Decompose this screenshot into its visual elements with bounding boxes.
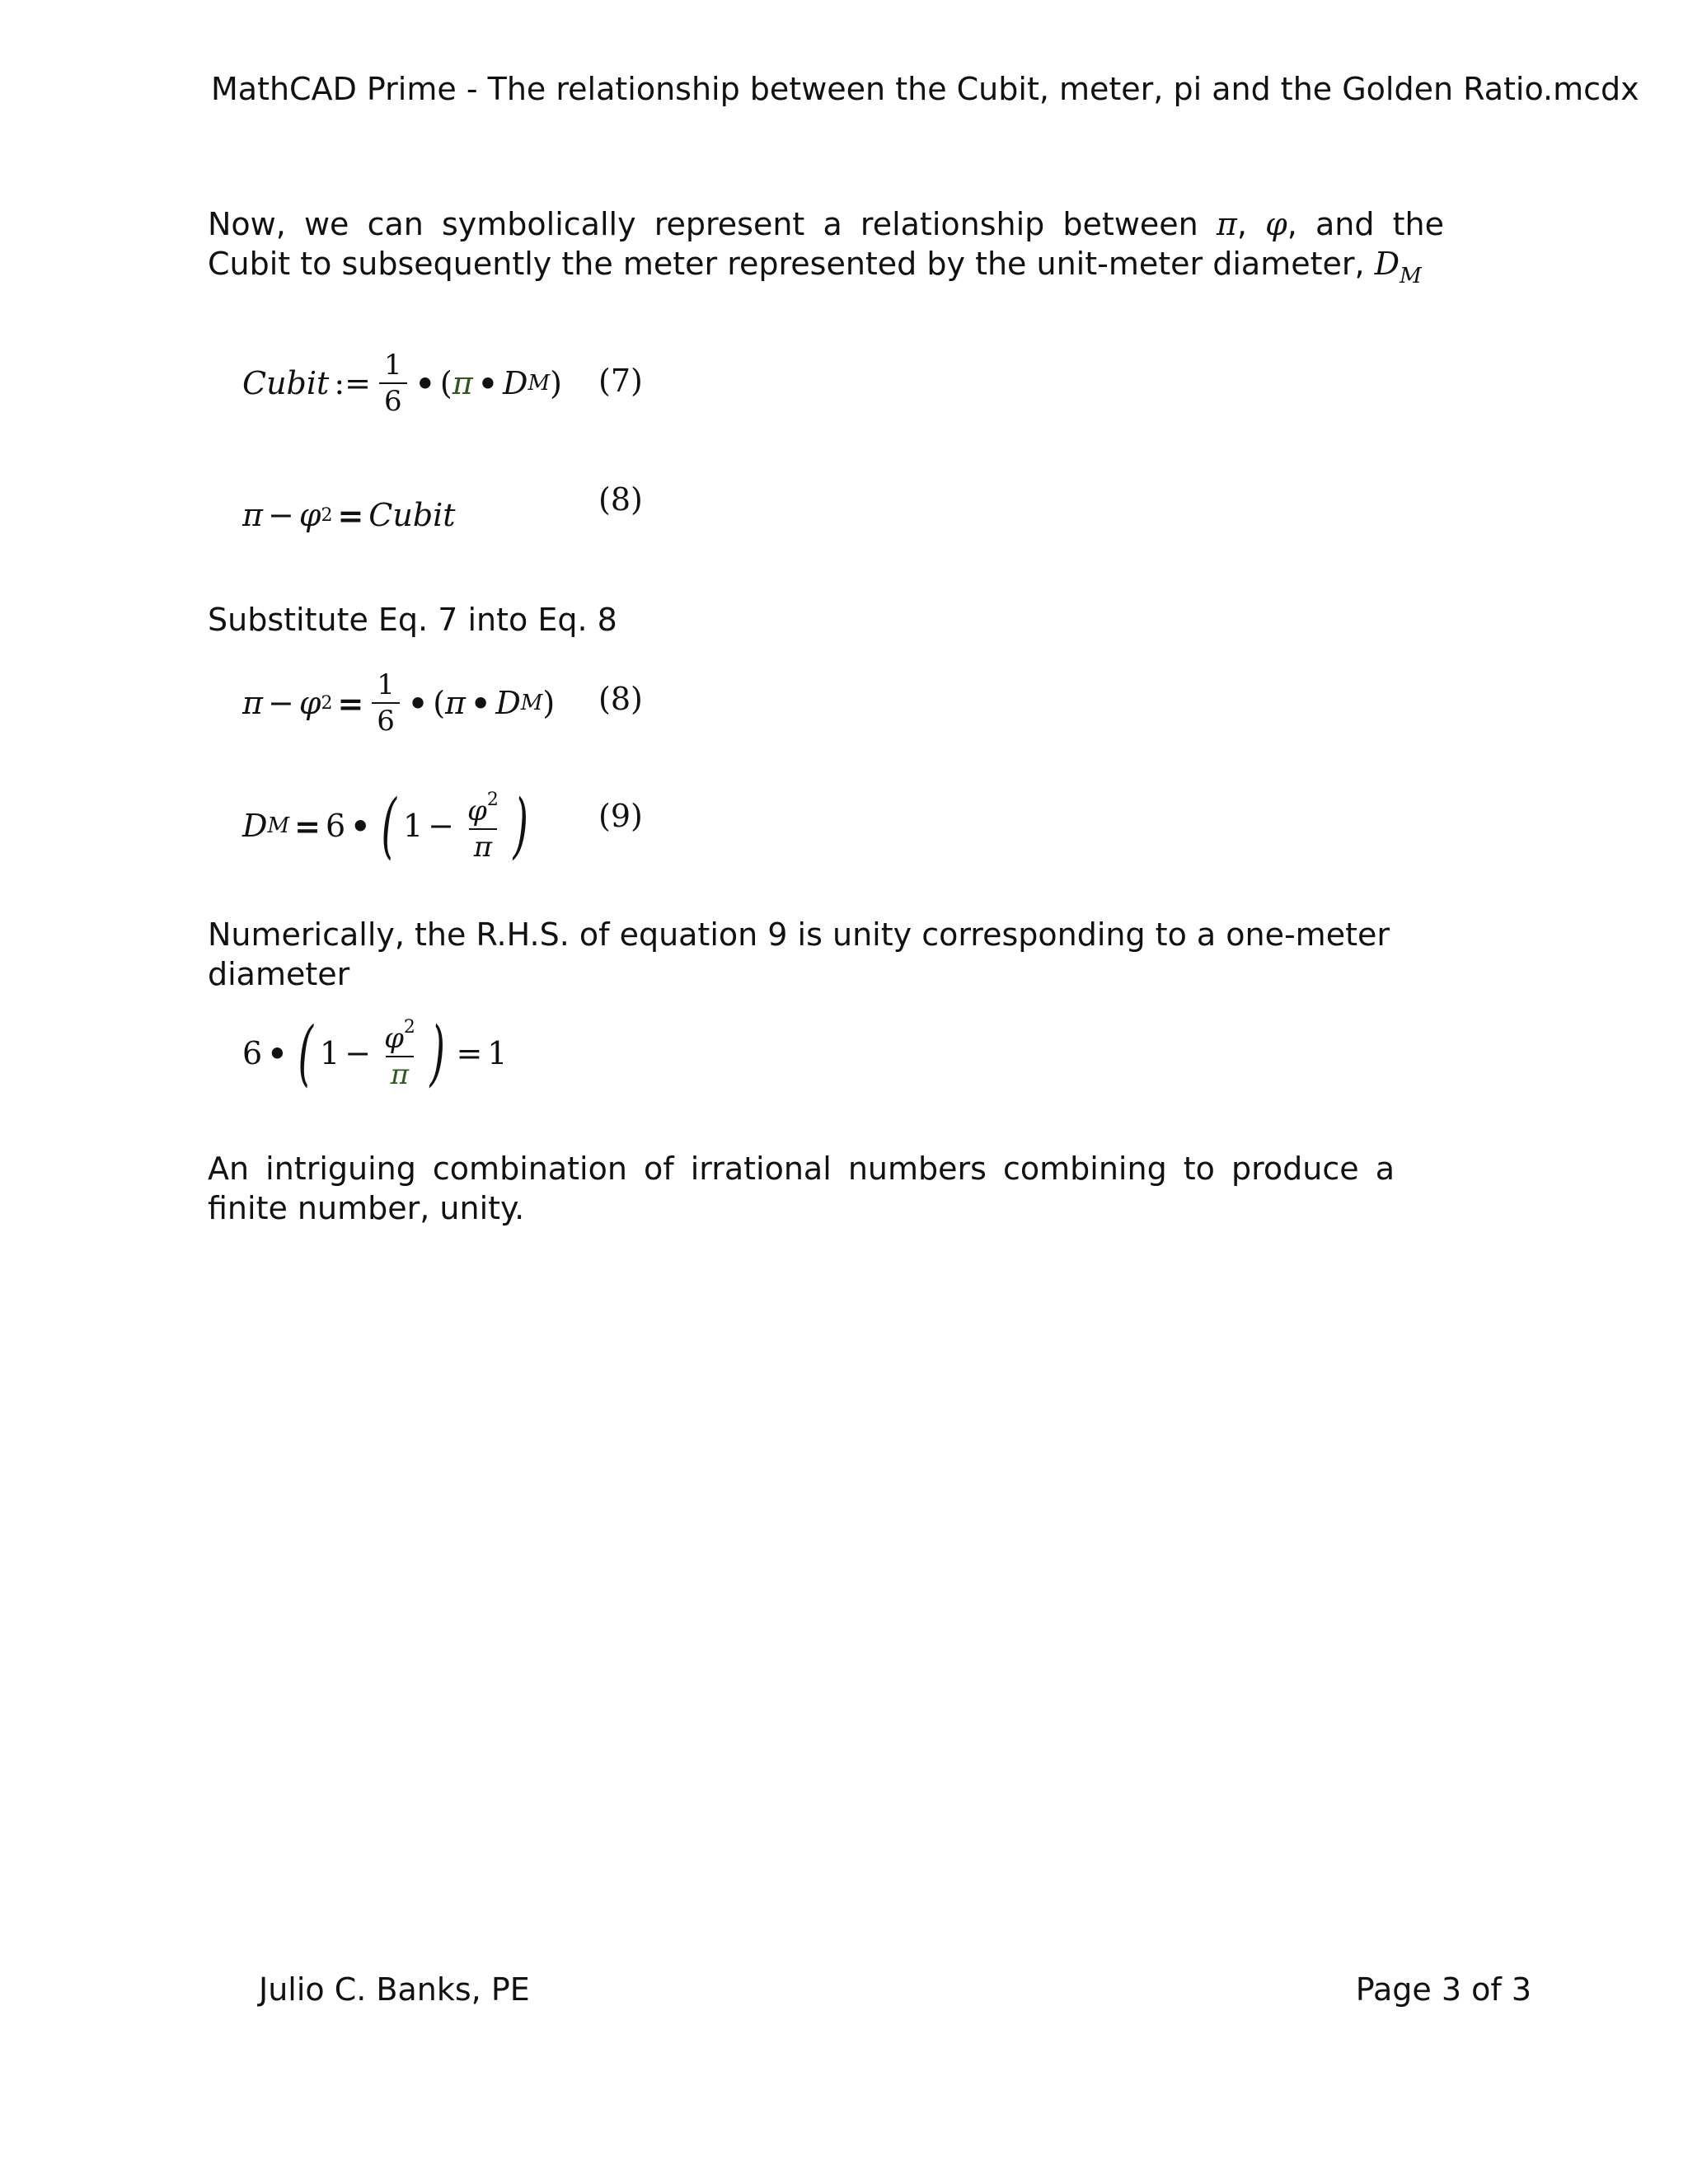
multiply-dot: •: [477, 364, 499, 402]
intro-paragraph: [208, 204, 1444, 296]
intro-text-b: , and the Cubit to subsequently the meter represented by the unit-meter diameter,: [208, 206, 1444, 282]
fraction-numerator: 1: [383, 349, 402, 382]
exponent: 2: [486, 789, 499, 810]
equation-9-body: [242, 776, 534, 875]
equals-operator: =: [337, 496, 364, 534]
six-constant: 6: [325, 808, 346, 844]
pi-symbol: π: [242, 497, 263, 533]
equals-operator: =: [294, 807, 321, 845]
exponent: 2: [321, 504, 333, 526]
pi-symbol: π: [445, 685, 467, 721]
fraction: [462, 789, 504, 864]
equation-number-8: (8): [598, 481, 643, 518]
pi-symbol: π: [452, 365, 473, 401]
minus-operator: −: [345, 1035, 372, 1071]
multiply-dot: •: [267, 1034, 288, 1072]
dm-symbol: [1374, 246, 1422, 288]
dm-subscript: M: [1400, 264, 1422, 288]
d-subscript: M: [267, 813, 290, 838]
evaluation-expression[interactable]: [242, 1004, 507, 1103]
footer-page-number: Page 3 of 3: [1355, 1971, 1531, 2008]
equation-8-substituted-body: [242, 658, 555, 748]
equation-8-substituted[interactable]: [242, 658, 555, 748]
cubit-variable: Cubit: [368, 497, 456, 533]
close-paren: ): [550, 365, 562, 401]
phi-symbol: φ: [298, 685, 321, 721]
minus-operator: −: [428, 808, 455, 844]
equals-operator: =: [337, 684, 364, 722]
open-paren: (: [298, 1012, 314, 1094]
multiply-dot: •: [415, 364, 435, 402]
minus-operator: −: [267, 497, 294, 533]
one-constant: 1: [320, 1035, 340, 1071]
conclusion-text: An intriguing combination of irrational numbers combining to produce a finite number, unity.: [208, 1151, 1395, 1226]
phi-symbol: φ: [467, 794, 487, 827]
close-paren: ): [542, 685, 556, 721]
equation-9[interactable]: [242, 776, 534, 875]
d-subscript: M: [528, 371, 551, 396]
phi-symbol: φ: [384, 1021, 404, 1055]
multiply-dot: •: [471, 684, 491, 722]
numerically-text: Numerically, the R.H.S. of equation 9 is unity corresponding to a one-meter diameter: [208, 916, 1390, 992]
pi-symbol: π: [1216, 206, 1237, 242]
equation-7[interactable]: [242, 338, 562, 429]
equation-number-8b: (8): [598, 681, 643, 717]
open-paren: (: [439, 365, 452, 401]
fraction-numerator: [379, 1016, 420, 1056]
fraction-denominator: 6: [372, 702, 400, 735]
intro-text-a: Now, we can symbolically represent a relationship between: [208, 206, 1198, 242]
footer-author: Julio C. Banks, PE: [259, 1971, 530, 2008]
evaluation-body: [242, 1004, 507, 1103]
equation-8-body: [242, 470, 456, 560]
fraction-denominator: 6: [379, 382, 407, 415]
equation-number-7: (7): [598, 363, 643, 399]
close-paren: ): [429, 1012, 445, 1094]
fraction: [379, 1016, 420, 1091]
intro-comma: ,: [1236, 206, 1247, 242]
phi-symbol: φ: [298, 497, 321, 533]
d-variable: D: [503, 365, 528, 401]
cubit-variable: Cubit: [242, 365, 330, 401]
equation-number-9: (9): [598, 798, 643, 834]
result-value: 1: [487, 1035, 508, 1071]
equation-7-body: [242, 338, 562, 429]
substitute-text: Substitute Eq. 7 into Eq. 8: [208, 602, 617, 638]
one-constant: 1: [402, 808, 424, 844]
d-subscript: M: [520, 691, 543, 715]
fraction-denominator: π: [386, 1056, 414, 1089]
six-constant: 6: [242, 1035, 263, 1071]
fraction-denominator: π: [469, 828, 497, 861]
minus-operator: −: [267, 685, 294, 721]
phi-symbol: φ: [1265, 206, 1287, 242]
document-header: MathCAD Prime - The relationship between the Cubit, meter, pi and the Golden Ratio.mcdx: [211, 71, 1639, 107]
open-paren: (: [381, 785, 397, 867]
exponent: 2: [403, 1016, 415, 1038]
multiply-dot: •: [407, 684, 429, 722]
close-paren: ): [513, 785, 528, 867]
pi-symbol: π: [242, 685, 263, 721]
exponent: 2: [321, 692, 333, 714]
d-variable: D: [242, 808, 268, 844]
dm-base: D: [1374, 246, 1400, 282]
d-variable: D: [495, 685, 521, 721]
assign-operator: :=: [334, 365, 371, 401]
equals-operator: =: [456, 1035, 483, 1071]
fraction: [372, 668, 400, 738]
multiply-dot: •: [350, 807, 371, 845]
fraction-numerator: 1: [377, 668, 395, 701]
fraction-numerator: [462, 791, 504, 828]
open-paren: (: [433, 685, 446, 721]
equation-8[interactable]: [242, 470, 456, 560]
fraction: [379, 349, 407, 418]
